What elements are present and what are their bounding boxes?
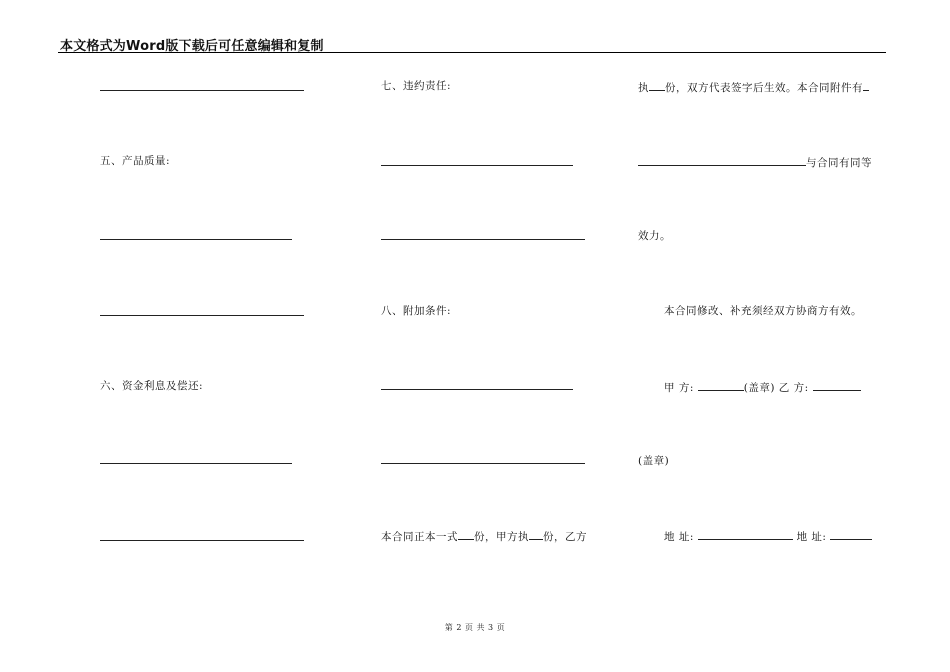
blank-underline <box>649 79 665 91</box>
address-label-b: 地 址: <box>796 531 827 543</box>
blank-line <box>381 389 573 390</box>
equal-effect-line <box>638 154 872 170</box>
section-8-title: 八、附加条件: <box>381 305 452 317</box>
address-label-a: 地 址: <box>664 531 694 543</box>
equal-effect-end: 效力。 <box>638 230 671 242</box>
party-b-blank <box>813 379 861 391</box>
blank-line <box>100 540 304 541</box>
page-footer: 第 2 页 共 3 页 <box>444 623 506 632</box>
blank-line <box>100 315 304 316</box>
header-title: 本文格式为Word版下载后可任意编辑和复制 <box>60 39 324 54</box>
equal-effect-text: 与合同有同等 <box>806 157 872 169</box>
copies-text-b: 份，甲方执 <box>474 531 529 543</box>
seal-label: (盖章) <box>743 382 775 394</box>
column-3 <box>638 0 888 672</box>
seal-label-2: (盖章) <box>638 455 670 467</box>
copies-text-a: 本合同正本一式 <box>381 531 458 543</box>
party-a-label: 甲 方: <box>664 382 694 394</box>
blank-underline <box>529 528 543 540</box>
blank-underline <box>863 79 869 91</box>
blank-underline <box>458 528 474 540</box>
address-line <box>664 528 872 544</box>
blank-line <box>100 90 304 91</box>
section-5-title: 五、产品质量: <box>100 155 171 167</box>
exec-text-a: 执 <box>638 82 649 94</box>
blank-line <box>100 463 292 464</box>
exec-text-b: 份，双方代表签字后生效。本合同附件有 <box>665 82 863 94</box>
party-signature-line <box>664 379 861 395</box>
blank-line <box>381 239 585 240</box>
address-a-blank <box>698 528 793 540</box>
address-b-blank <box>830 528 872 540</box>
copies-clause <box>381 528 587 544</box>
blank-line <box>381 463 585 464</box>
copies-text-c: 份，乙方 <box>543 531 587 543</box>
column-2 <box>381 0 626 672</box>
column-1 <box>100 0 360 672</box>
execution-clause <box>638 79 869 95</box>
amendment-clause: 本合同修改、补充须经双方协商方有效。 <box>664 305 862 317</box>
blank-underline <box>638 154 806 166</box>
party-b-label: 乙 方: <box>778 382 809 394</box>
section-6-title: 六、资金利息及偿还: <box>100 380 204 392</box>
blank-line <box>100 239 292 240</box>
party-a-blank <box>698 379 744 391</box>
blank-line <box>381 165 573 166</box>
section-7-title: 七、违约责任: <box>381 80 452 92</box>
